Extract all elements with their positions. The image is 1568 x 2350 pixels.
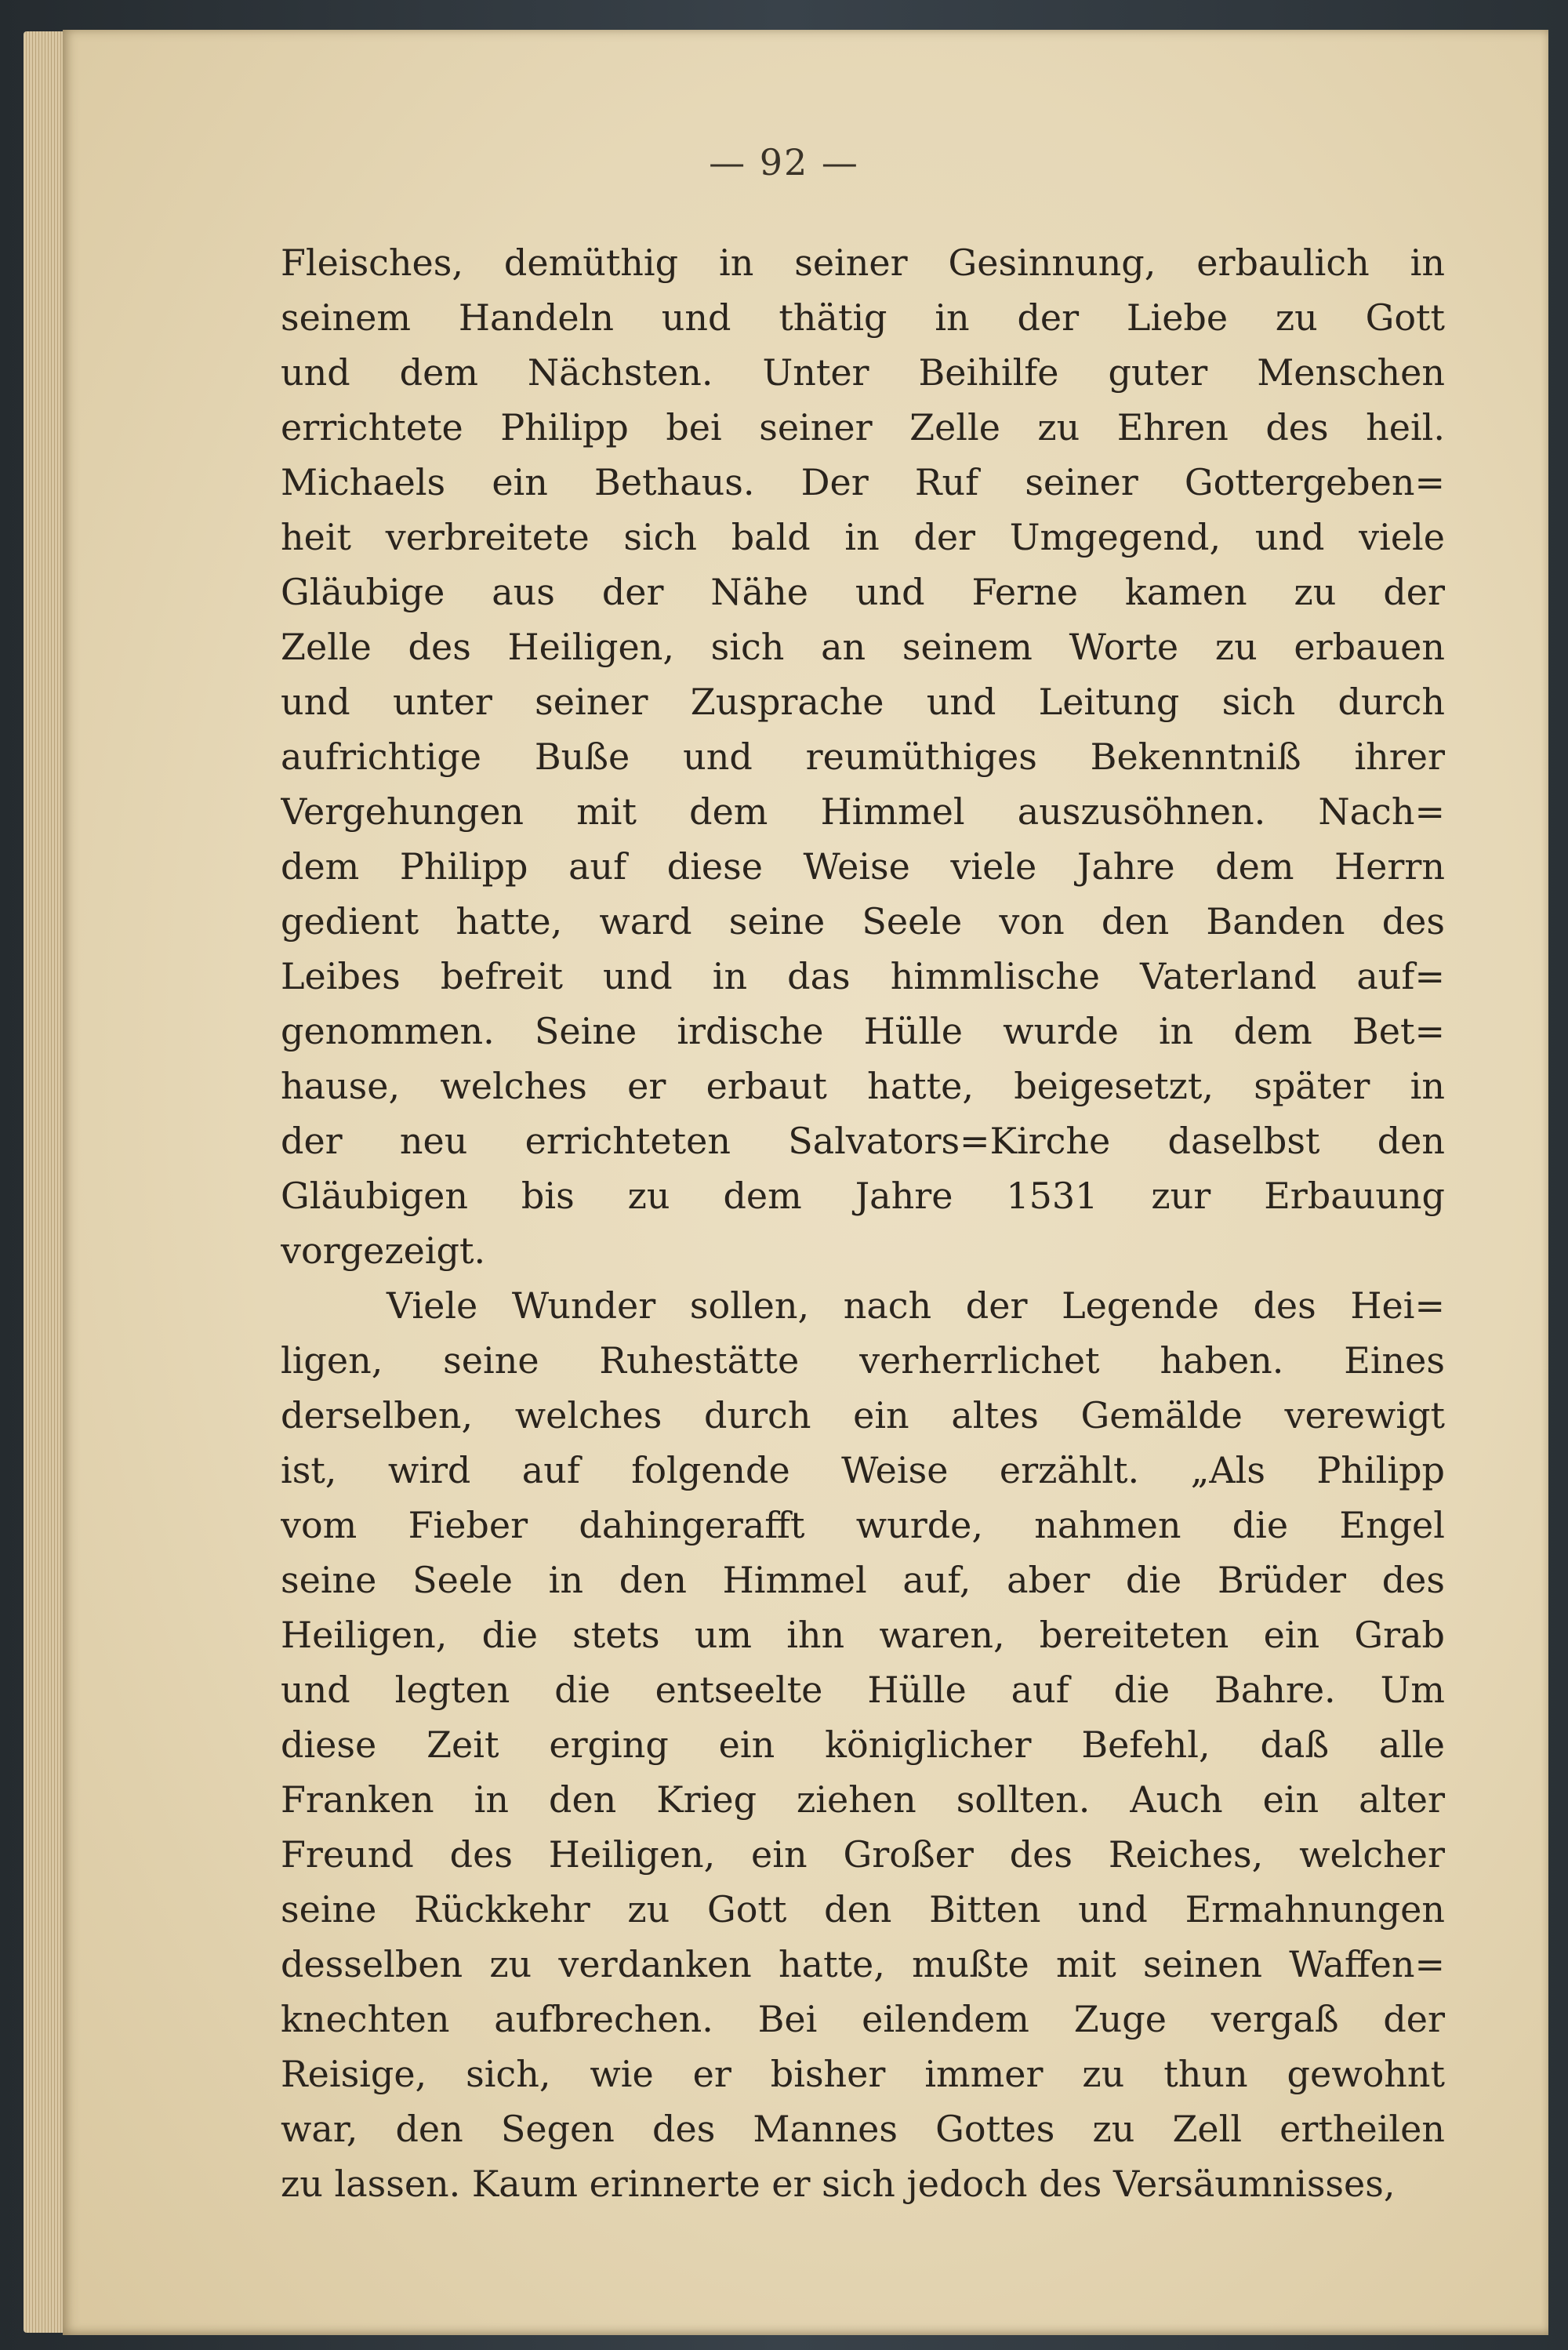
text-line: Vergehungen mit dem Himmel auszusöhnen. Nach= xyxy=(281,790,1445,833)
text-line: desselben zu verdanken hatte, mußte mit seinen Waffen= xyxy=(281,1943,1445,1985)
text-line: Gläubigen bis zu dem Jahre 1531 zur Erbauung xyxy=(281,1175,1445,1217)
text-line: Gläubige aus der Nähe und Ferne kamen zu der xyxy=(281,571,1445,613)
text-line: Heiligen, die stets um ihn waren, bereiteten ein Grab xyxy=(281,1614,1445,1656)
text-line: Reisige, sich, wie er bisher immer zu thun gewohnt xyxy=(281,2053,1445,2095)
text-line: Leibes befreit und in das himmlische Vaterland auf= xyxy=(281,955,1445,997)
text-line: gedient hatte, ward seine Seele von den Banden des xyxy=(281,900,1445,943)
text-line: ligen, seine Ruhestätte verherrlichet haben. Eines xyxy=(281,1339,1445,1382)
text-line: Freund des Heiligen, ein Großer des Reiches, welcher xyxy=(281,1833,1445,1876)
text-line: Franken in den Krieg ziehen sollten. Auch ein alter xyxy=(281,1778,1445,1821)
text-line: aufrichtige Buße und reumüthiges Bekenntniß ihrer xyxy=(281,736,1445,778)
text-line: zu lassen. Kaum erinnerte er sich jedoch des Versäumnisses, xyxy=(281,2163,1396,2205)
text-line: diese Zeit erging ein königlicher Befehl, daß alle xyxy=(281,1723,1445,1766)
text-line: Viele Wunder sollen, nach der Legende des Hei= xyxy=(387,1284,1445,1327)
text-line: und dem Nächsten. Unter Beihilfe guter Menschen xyxy=(281,351,1445,394)
page-number: — 92 — xyxy=(709,141,859,183)
text-line: genommen. Seine irdische Hülle wurde in dem Bet= xyxy=(281,1010,1445,1052)
text-line: derselben, welches durch ein altes Gemälde verewigt xyxy=(281,1394,1445,1437)
text-line: Fleisches, demüthig in seiner Gesinnung, erbaulich in xyxy=(281,242,1445,284)
text-line: errichtete Philipp bei seiner Zelle zu Ehren des heil. xyxy=(281,406,1445,449)
text-line: knechten aufbrechen. Bei eilendem Zuge vergaß der xyxy=(281,1998,1445,2040)
text-line: vom Fieber dahingerafft wurde, nahmen die Engel xyxy=(281,1504,1445,1546)
text-line: seine Seele in den Himmel auf, aber die Brüder des xyxy=(281,1559,1445,1601)
text-line: Zelle des Heiligen, sich an seinem Worte zu erbauen xyxy=(281,626,1445,668)
text-line: seinem Handeln und thätig in der Liebe zu Gott xyxy=(281,296,1445,339)
text-line: und legten die entseelte Hülle auf die Bahre. Um xyxy=(281,1669,1445,1711)
body-text xyxy=(281,235,1445,2211)
text-line: der neu errichteten Salvators=Kirche daselbst den xyxy=(281,1120,1445,1162)
text-line: ist, wird auf folgende Weise erzählt. „Als Philipp xyxy=(281,1449,1445,1491)
text-line: Michaels ein Bethaus. Der Ruf seiner Gottergeben= xyxy=(281,461,1445,503)
text-line: heit verbreitete sich bald in der Umgegend, und viele xyxy=(281,516,1445,558)
text-line: war, den Segen des Mannes Gottes zu Zell ertheilen xyxy=(281,2108,1445,2150)
text-line: vorgezeigt. xyxy=(281,1229,486,1272)
text-line: und unter seiner Zusprache und Leitung sich durch xyxy=(281,681,1445,723)
text-line: hause, welches er erbaut hatte, beigesetzt, später in xyxy=(281,1065,1445,1107)
text-line: seine Rückkehr zu Gott den Bitten und Ermahnungen xyxy=(281,1888,1445,1930)
text-line: dem Philipp auf diese Weise viele Jahre dem Herrn xyxy=(281,845,1445,888)
